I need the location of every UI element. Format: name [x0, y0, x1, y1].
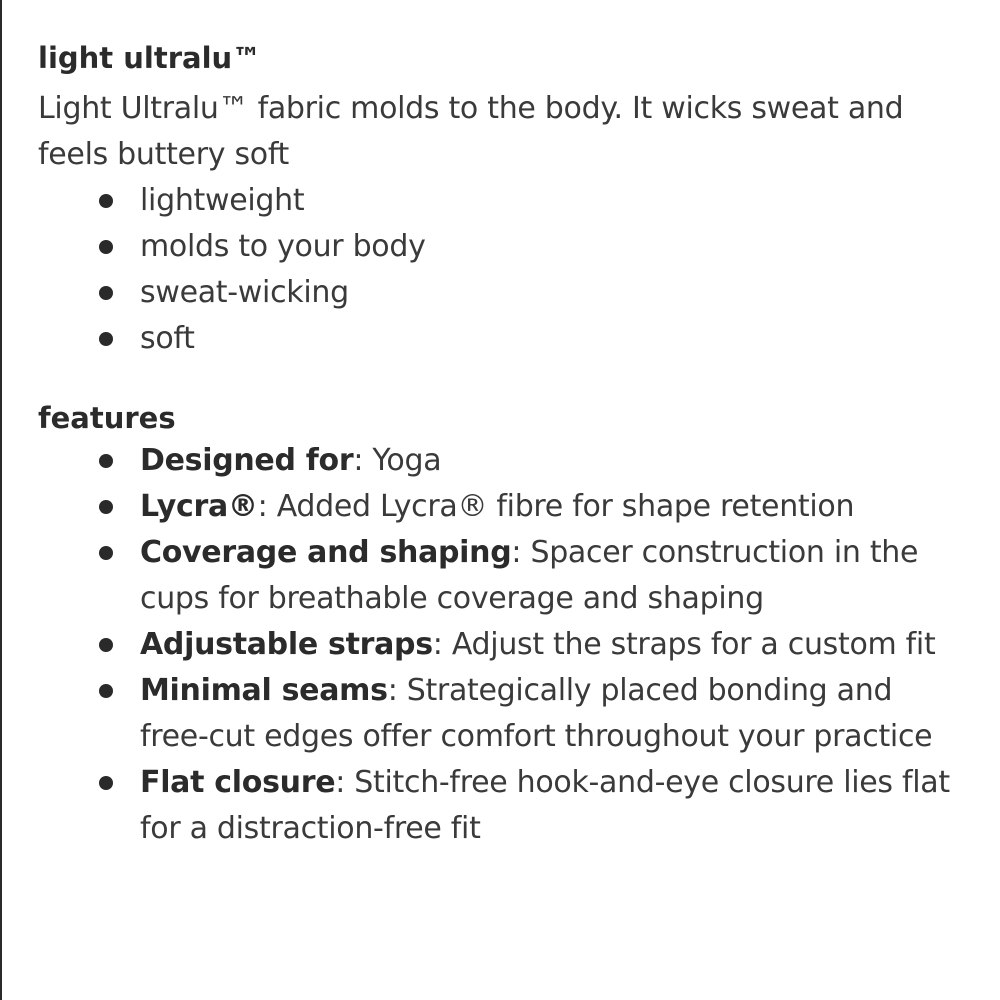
bullet-icon [99, 776, 113, 790]
features-heading: features [38, 401, 176, 435]
fabric-bullet-item [38, 316, 968, 362]
feature-term: Adjustable straps [140, 627, 433, 662]
feature-term: Flat closure [140, 765, 336, 800]
fabric-bullet-text: sweat-wicking [140, 275, 349, 310]
bullet-icon [99, 194, 113, 208]
bullet-icon [99, 684, 113, 698]
feature-text: : Stitch-free hook-and-eye closure lies flat for a distraction-free fit [140, 765, 950, 846]
bullet-icon [99, 454, 113, 468]
fabric-description: Light Ultralu™ fabric molds to the body. It wicks sweat and feels buttery soft [38, 91, 904, 172]
bullet-icon [99, 240, 113, 254]
feature-text: : Strategically placed bonding and free-cut edges offer comfort throughout your practice [140, 673, 933, 754]
bullet-icon [99, 332, 113, 346]
fabric-bullet-text: molds to your body [140, 229, 426, 264]
feature-text: : Yoga [353, 443, 442, 478]
left-border-line [0, 0, 2, 1000]
bullet-icon [99, 286, 113, 300]
feature-text: : Added Lycra® fibre for shape retention [257, 489, 855, 524]
feature-item [38, 530, 968, 622]
fabric-bullet-text: soft [140, 321, 195, 356]
fabric-bullet-text: lightweight [140, 183, 305, 218]
feature-text: : Adjust the straps for a custom fit [432, 627, 936, 662]
fabric-bullet-item [38, 178, 968, 224]
feature-text: : Spacer construction in the cups for breathable coverage and shaping [140, 535, 919, 616]
product-details [38, 38, 968, 852]
feature-term: Lycra® [140, 489, 258, 524]
fabric-bullet-list [38, 178, 968, 362]
fabric-bullet-item [38, 224, 968, 270]
bullet-icon [99, 638, 113, 652]
feature-term: Designed for [140, 443, 354, 478]
fabric-bullet-item [38, 270, 968, 316]
features-list [38, 438, 968, 852]
bullet-icon [99, 546, 113, 560]
feature-item [38, 622, 968, 668]
feature-term: Minimal seams [140, 673, 388, 708]
feature-item [38, 760, 968, 852]
fabric-heading: light ultralu™ [38, 41, 262, 75]
bullet-icon [99, 500, 113, 514]
feature-item [38, 484, 968, 530]
feature-item [38, 668, 968, 760]
feature-term: Coverage and shaping [140, 535, 512, 570]
feature-item [38, 438, 968, 484]
